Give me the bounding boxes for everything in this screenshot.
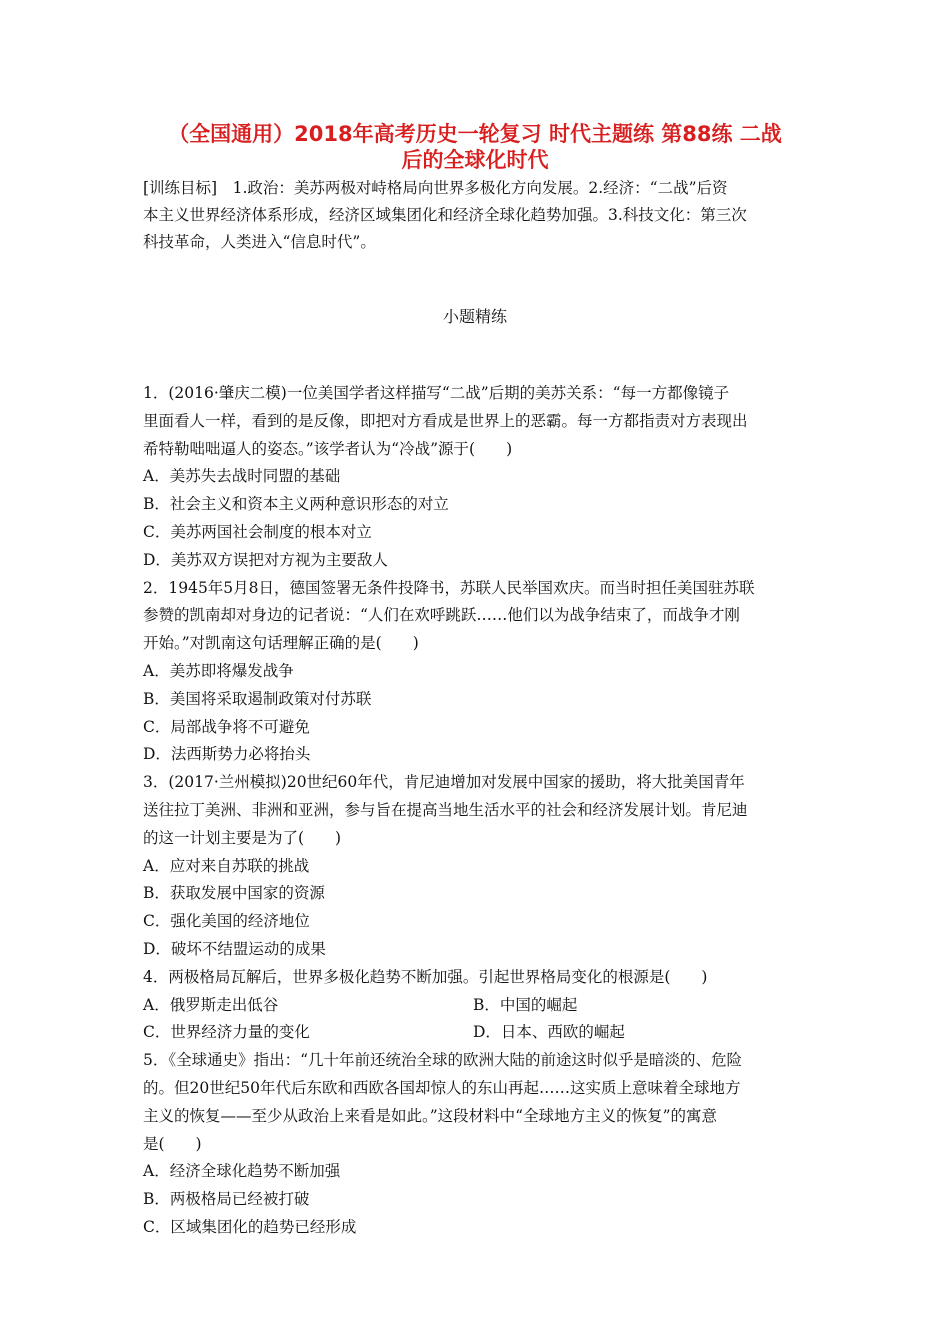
question-4 — [143, 964, 808, 1047]
option-row — [143, 1019, 808, 1047]
question-list — [143, 380, 808, 1242]
question-stem-line: 4．两极格局瓦解后，世界多极化趋势不断加强。引起世界格局变化的根源是( ) — [143, 967, 708, 986]
title-line-2: 后的全球化时代 — [401, 148, 549, 172]
question-3 — [143, 769, 808, 964]
option-c: C．世界经济力量的变化 — [143, 1023, 310, 1042]
question-stem-line: 送往拉丁美洲、非洲和亚洲，参与旨在提高当地生活水平的社会和经济发展计划。肯尼迪 — [143, 800, 748, 819]
document-title — [130, 121, 820, 173]
question-2 — [143, 575, 808, 770]
option-b: B．社会主义和资本主义两种意识形态的对立 — [143, 495, 449, 514]
question-stem-line: 开始。”对凯南这句话理解正确的是( ) — [143, 634, 419, 653]
question-stem-line: 3．(2017·兰州模拟)20世纪60年代，肯尼迪增加对发展中国家的援助，将大批美国青年 — [143, 773, 745, 792]
training-goal — [143, 175, 808, 256]
option-b: B．美国将采取遏制政策对付苏联 — [143, 689, 372, 708]
option-a: A．美苏即将爆发战争 — [143, 661, 294, 680]
question-stem-line: 里面看人一样，看到的是反像，即把对方看成是世界上的恶霸。每一方都指责对方表现出 — [143, 411, 748, 430]
option-a: A．俄罗斯走出低谷 — [143, 995, 279, 1014]
question-stem-line: 参赞的凯南却对身边的记者说：“人们在欢呼跳跃……他们以为战争结束了，而战争才刚 — [143, 606, 740, 625]
question-stem-line: 是( ) — [143, 1134, 202, 1153]
question-stem-line: 的这一计划主要是为了( ) — [143, 828, 342, 847]
question-stem-line: 的。但20世纪50年代后东欧和西欧各国却惊人的东山再起……这实质上意味着全球地方 — [143, 1078, 741, 1097]
question-1 — [143, 380, 808, 575]
option-a: A．经济全球化趋势不断加强 — [143, 1162, 341, 1181]
section-title: 小题精练 — [442, 307, 507, 326]
question-stem-line: 2．1945年5月8日，德国签署无条件投降书，苏联人民举国欢庆。而当时担任美国驻苏联 — [143, 578, 755, 597]
question-5 — [143, 1047, 808, 1242]
question-stem-line: 主义的恢复——至少从政治上来看是如此。”这段材料中“全球地方主义的恢复”的寓意 — [143, 1106, 718, 1125]
option-d: D．破坏不结盟运动的成果 — [143, 939, 326, 958]
question-stem-line: 1．(2016·肇庆二模)一位美国学者这样描写“二战”后期的美苏关系：“每一方都像镜子 — [143, 384, 730, 402]
option-c: C．区域集团化的趋势已经形成 — [143, 1217, 357, 1236]
question-stem-line: 5．《全球通史》指出：“几十年前还统治全球的欧洲大陆的前途这时似乎是暗淡的、危险 — [143, 1051, 743, 1070]
option-c: C．美苏两国社会制度的根本对立 — [143, 522, 372, 541]
goal-line: 本主义世界经济体系形成，经济区域集团化和经济全球化趋势加强。3.科技文化：第三次 — [143, 206, 747, 224]
option-a: A．应对来自苏联的挑战 — [143, 856, 310, 875]
option-b: B．获取发展中国家的资源 — [143, 884, 325, 903]
question-stem-line: 希特勒咄咄逼人的姿态。”该学者认为“冷战”源于( ) — [143, 439, 513, 458]
option-d: D．法西斯势力必将抬头 — [143, 745, 311, 764]
option-a: A．美苏失去战时同盟的基础 — [143, 467, 341, 486]
option-row — [143, 992, 808, 1020]
option-b: B．中国的崛起 — [473, 995, 578, 1014]
option-b: B．两极格局已经被打破 — [143, 1190, 310, 1209]
option-d: D．日本、西欧的崛起 — [473, 1023, 625, 1042]
title-line-1: （全国通用）2018年高考历史一轮复习 时代主题练 第88练 二战 — [168, 122, 782, 146]
option-c: C．强化美国的经济地位 — [143, 912, 310, 931]
goal-line: [训练目标] 1.政治：美苏两极对峙格局向世界多极化方向发展。2.经济：“二战”后资 — [143, 179, 728, 197]
option-c: C．局部战争将不可避免 — [143, 717, 310, 736]
option-d: D．美苏双方误把对方视为主要敌人 — [143, 550, 388, 569]
goal-line: 科技革命，人类进入“信息时代”。 — [143, 233, 376, 251]
